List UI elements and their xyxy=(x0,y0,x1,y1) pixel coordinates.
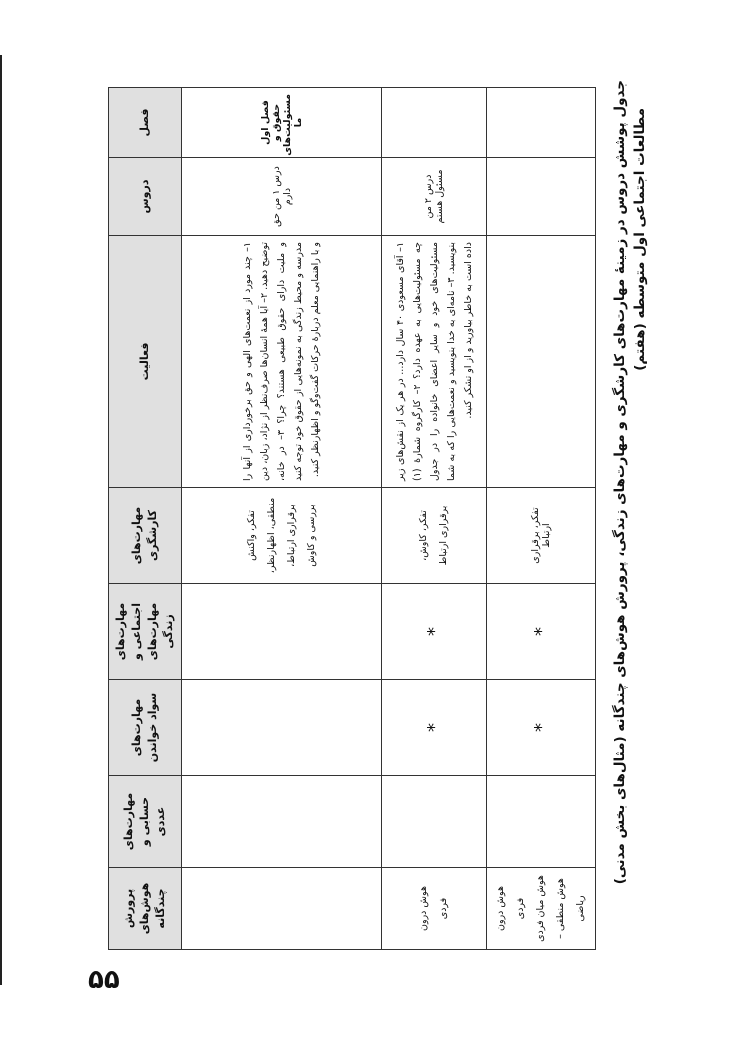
title-main: جدول پوشش دروس در زمینهٔ مهارت‌های کارشگری و مهارت‌های زندگی، پرورش هوش‌های چندگانه (مثال‌های بخش مدنی) xyxy=(612,80,628,885)
intelligences-cell xyxy=(182,868,382,950)
activity-cell: ۱– چند مورد از نعمت‌های الهی و حق برخورداری از آنها را توضیح دهید. ۲– آیا همهٔ انسان‌ها صرف‌نظر از نژاد، زبان، دین و ملیت دارای حقوق طبیعی هستند؟ چرا؟ ۳– در خانه، مدرسه و محیط زندگی به نمونه‌هایی از حقوق خود توجه کنید و با راهنمایی معلم دربارهٔ حرکات گفت‌وگو و اظهارنظر کنید. xyxy=(182,236,382,488)
header-chapter: فصل xyxy=(109,88,182,158)
numeracy-cell xyxy=(182,776,382,868)
literacy-cell: * xyxy=(487,680,596,776)
activity-cell: ۱– آقای مسعودی ۴۰ سال دارد... در هر یک از نقش‌های زیر چه مسئولیت‌هایی به عهده دارد؟ ۲– کارگروه شمارهٔ (۱) مسئولیت‌های خود و سایر اعضای خانواده را در جدول بنویسید. ۳– نامه‌ای به خدا بنویسید و نعمت‌هایی را که به شما داده است به خاطر بیاورید و از او تشکر کنید. xyxy=(382,236,487,488)
lesson-cell: درس ۲ من مسئول هستم xyxy=(382,158,487,236)
work-skills-cell: تفکر، واکنش منطقی، اظهارنظر، برقراری ارتباط، بررسی و کاوش xyxy=(182,488,382,584)
header-lesson: دروس xyxy=(109,158,182,236)
life-skills-cell xyxy=(182,584,382,680)
numeracy-cell xyxy=(382,776,487,868)
title-subtitle: مطالعات اجتماعی اول متوسطه (هفتم) xyxy=(632,108,648,371)
header-life-skills: مهارت‌های اجتماعی و مهارت‌های زندگی xyxy=(109,584,182,680)
intelligences-cell xyxy=(382,868,487,950)
header-activity: فعالیت xyxy=(109,236,182,488)
intelligence-item: هوش منطقی – ریاضی xyxy=(555,878,586,939)
page-frame-line xyxy=(0,55,2,985)
intelligence-item: هوش میان فردی xyxy=(535,875,546,942)
table-row xyxy=(182,88,382,950)
header-intelligences: پرورش هوش‌های چندگانه xyxy=(109,868,182,950)
lesson-cell: درس ۱ من حق دارم xyxy=(182,158,382,236)
header-literacy: مهارت‌های سواد خواندن xyxy=(109,680,182,776)
rotated-page-content xyxy=(108,80,678,950)
literacy-cell xyxy=(182,680,382,776)
page-title xyxy=(610,80,670,950)
lesson-cell xyxy=(487,158,596,236)
life-skills-cell: * xyxy=(382,584,487,680)
page-number: ۵۵ xyxy=(88,965,120,995)
chapter-cell xyxy=(487,88,596,158)
header-numeracy: مهارت‌های حسابی و عددی xyxy=(109,776,182,868)
intelligence-item: هوش درون فردی xyxy=(418,886,449,931)
literacy-cell: * xyxy=(382,680,487,776)
chapter-cell: فصل اول حقوق و مسئولیت‌های ما xyxy=(182,88,382,158)
header-row xyxy=(109,88,182,950)
life-skills-cell: * xyxy=(487,584,596,680)
work-skills-cell: تفکر، کاوش، برقراری ارتباط xyxy=(382,488,487,584)
intelligence-item: هوش درون فردی xyxy=(495,886,526,931)
table-row xyxy=(487,88,596,950)
chapter-cell xyxy=(382,88,487,158)
activity-cell xyxy=(487,236,596,488)
work-skills-cell: تفکر، برقراری ارتباط xyxy=(487,488,596,584)
header-work-skills: مهارت‌های کارشگری xyxy=(109,488,182,584)
coverage-table xyxy=(108,87,596,950)
numeracy-cell xyxy=(487,776,596,868)
table-row xyxy=(382,88,487,950)
intelligences-cell xyxy=(487,868,596,950)
